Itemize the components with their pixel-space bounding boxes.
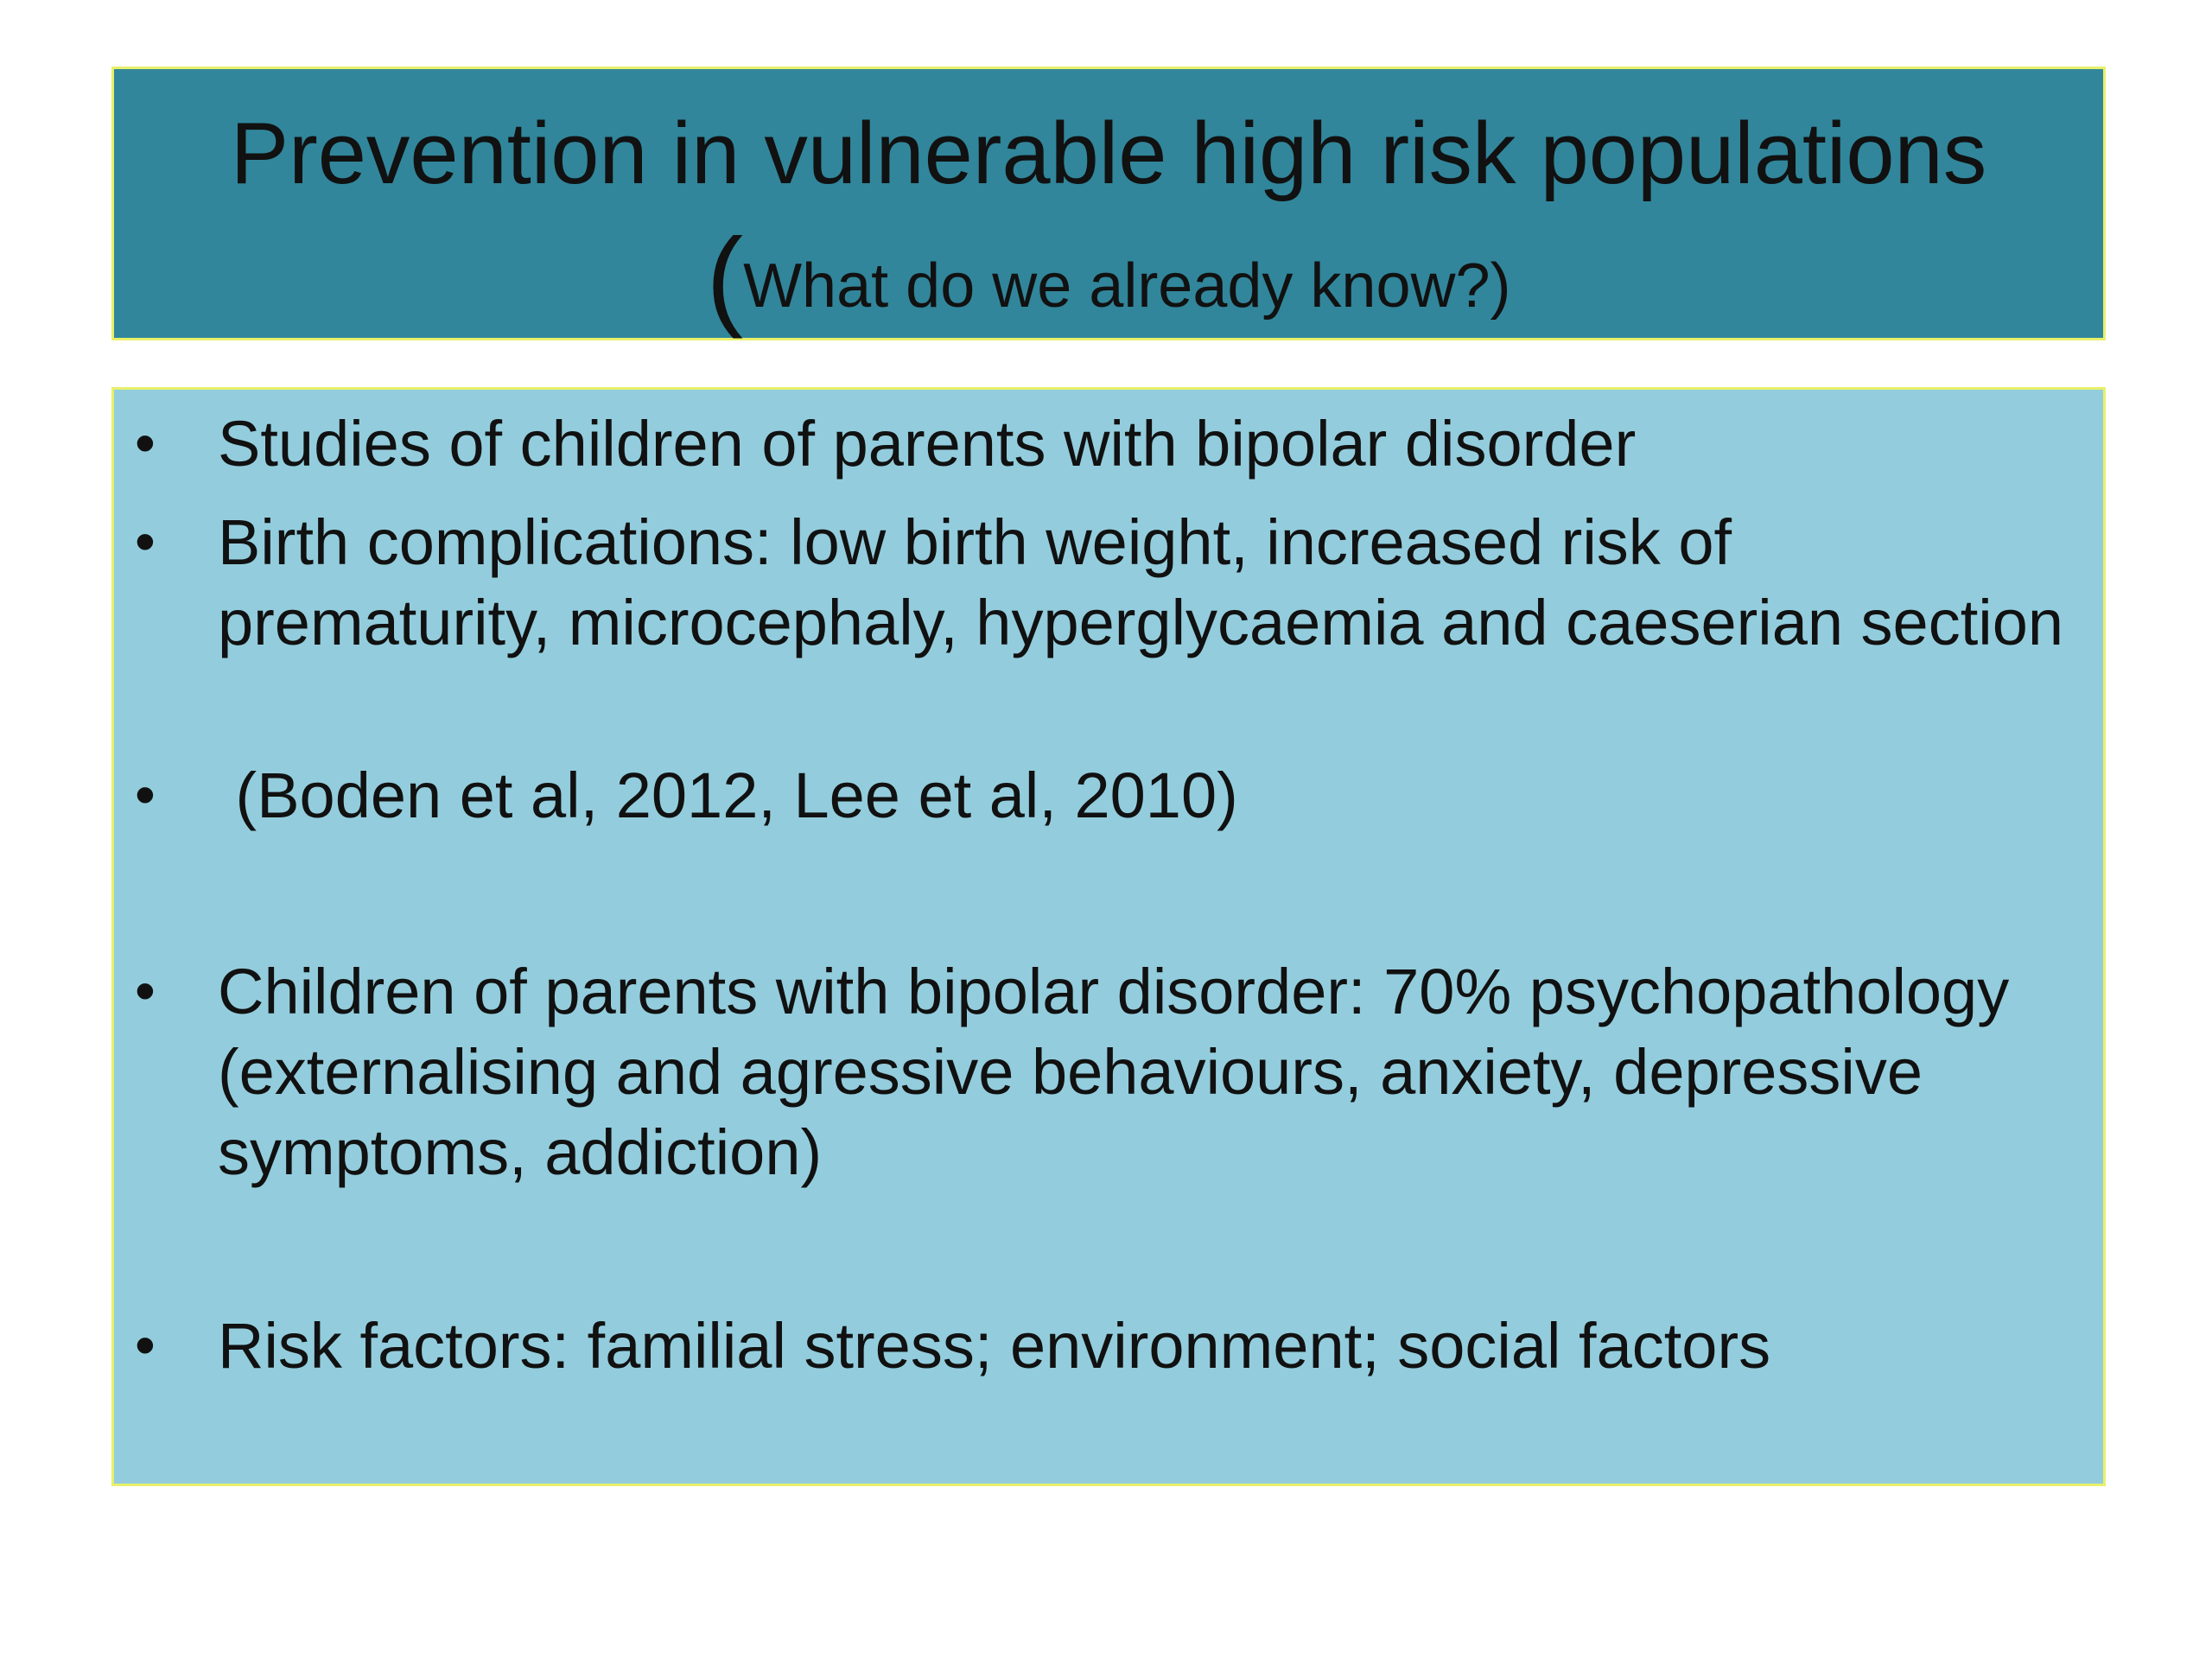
slide-title: Prevention in vulnerable high risk populations bbox=[230, 105, 1987, 202]
bullet-text: Birth complications: low birth weight, increased risk of prematurity, microcephaly, hyperglycaemia and caeserian section bbox=[218, 506, 2064, 658]
bullet-text: Risk factors: familial stress; environment; social factors bbox=[218, 1310, 1771, 1382]
bullet-icon: • bbox=[135, 1313, 156, 1378]
bullet-icon: • bbox=[135, 509, 156, 575]
bullet-icon: • bbox=[135, 958, 156, 1024]
subtitle-text: What do we already know?) bbox=[743, 251, 1511, 321]
bullet-icon: • bbox=[135, 762, 156, 828]
bullet-text: Studies of children of parents with bipolar disorder bbox=[218, 408, 1637, 480]
bullet-icon: • bbox=[135, 410, 156, 476]
slide-title-box bbox=[111, 67, 2106, 340]
bullet-text: (Boden et al, 2012, Lee et al, 2010) bbox=[218, 760, 1238, 831]
slide-subtitle bbox=[114, 216, 2103, 340]
bullet-text: Children of parents with bipolar disorder: 70% psychopathology (externalising and agressive behaviours, anxiety, depressive symptoms, addiction) bbox=[218, 956, 2010, 1188]
slide-content-box bbox=[111, 387, 2106, 1486]
subtitle-open-paren: ( bbox=[706, 216, 744, 340]
